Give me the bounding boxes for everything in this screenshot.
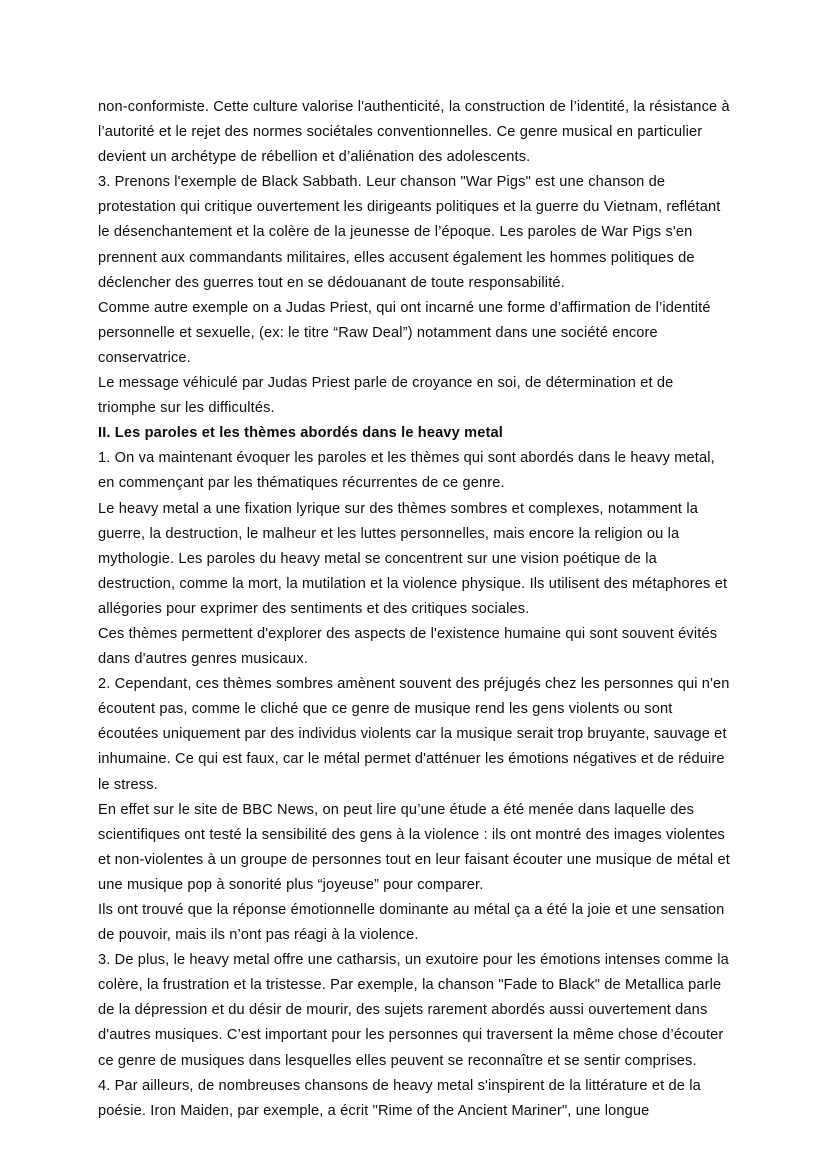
paragraph-black-sabbath: 3. Prenons l'exemple de Black Sabbath. Leur chanson "War Pigs" est une chanson de protestation qui critique ouvertement les dirigeants politiques et la guerre du Vietnam, reflétant le désenchantement et la colère de la jeunesse de l’époque. Les paroles de War Pigs s'en prennent aux commandants militaires, elles accusent également les hommes politiques de déclencher des guerres tout en se dédouanant de toute responsabilité. bbox=[98, 174, 721, 291]
heading-section-two: II. Les paroles et les thèmes abordés dans le heavy metal bbox=[98, 425, 503, 442]
paragraph-prejuges: 2. Cependant, ces thèmes sombres amènent souvent des préjugés chez les personnes qui n'en écoutent pas, comme le cliché que ce genre de musique rend les gens violents ou sont écoutées uniquement par des individus violents car la musique serait trop bruyante, sauvage et inhumaine. Ce qui est faux, car le métal permet d'atténuer les émotions négatives et de réduire le stress. bbox=[98, 676, 730, 793]
paragraph-judas-priest-message: Le message véhiculé par Judas Priest parle de croyance en soi, de détermination et de triomphe sur les difficultés. bbox=[98, 375, 674, 417]
paragraph-recurring-themes: Le heavy metal a une fixation lyrique sur des thèmes sombres et complexes, notamment la guerre, la destruction, le malheur et les luttes personnelles, mais encore la religion ou la mythologie. Les paroles du heavy metal se concentrent sur une vision poétique de la destruction, comme la mort, la mutilation et la violence physique. Ils utilisent des métaphores et allégories pour exprimer des sentiments et des critiques sociales. bbox=[98, 500, 728, 617]
paragraph-section-two-intro: 1. On va maintenant évoquer les paroles et les thèmes qui sont abordés dans le heavy metal, en commençant par les thématiques récurrentes de ce genre. bbox=[98, 450, 715, 492]
paragraph-study-result: Ils ont trouvé que la réponse émotionnelle dominante au métal ça a été la joie et une sensation de pouvoir, mais ils n’ont pas réagi à la violence. bbox=[98, 902, 725, 944]
paragraph-continuation: non-conformiste. Cette culture valorise l'authenticité, la construction de l’identité, la résistance à l’autorité et le rejet des normes sociétales conventionnelles. Ce genre musical en particulier devient un archétype de rébellion et d’aliénation des adolescents. bbox=[98, 99, 730, 166]
paragraph-explorer-existence: Ces thèmes permettent d'explorer des aspects de l'existence humaine qui sont souvent évités dans d'autres genres musicaux. bbox=[98, 625, 718, 668]
document-text-body bbox=[98, 95, 732, 1124]
paragraph-judas-priest: Comme autre exemple on a Judas Priest, qui ont incarné une forme d’affirmation de l’identité personnelle et sexuelle, (ex: le titre “Raw Deal”) notamment dans une société encore conservatrice. bbox=[98, 299, 711, 366]
paragraph-bbc-news-study: En effet sur le site de BBC News, on peut lire qu’une étude a été menée dans laquelle des scientifiques ont testé la sensibilité des gens à la violence : ils ont montré des images violentes et non-violentes à un groupe de personnes tout en leur faisant écouter une musique de métal et une musique pop à sonorité plus “joyeuse” pour comparer. bbox=[98, 801, 730, 893]
paragraph-catharsis: 3. De plus, le heavy metal offre une catharsis, un exutoire pour les émotions intenses comme la colère, la frustration et la tristesse. Par exemple, la chanson "Fade to Black" de Metallica parle de la dépression et du désir de mourir, des sujets rarement abordés aussi ouvertement dans d'autres musiques. C’est important pour les personnes qui traversent la même chose d’écouter ce genre de musiques dans lesquelles elles peuvent se reconnaître et se sentir comprises. bbox=[98, 952, 729, 1069]
paragraph-litterature-poesie: 4. Par ailleurs, de nombreuses chansons de heavy metal s'inspirent de la littérature et de la poésie. Iron Maiden, par exemple, a écrit "Rime of the Ancient Mariner", une longue bbox=[98, 1077, 701, 1119]
